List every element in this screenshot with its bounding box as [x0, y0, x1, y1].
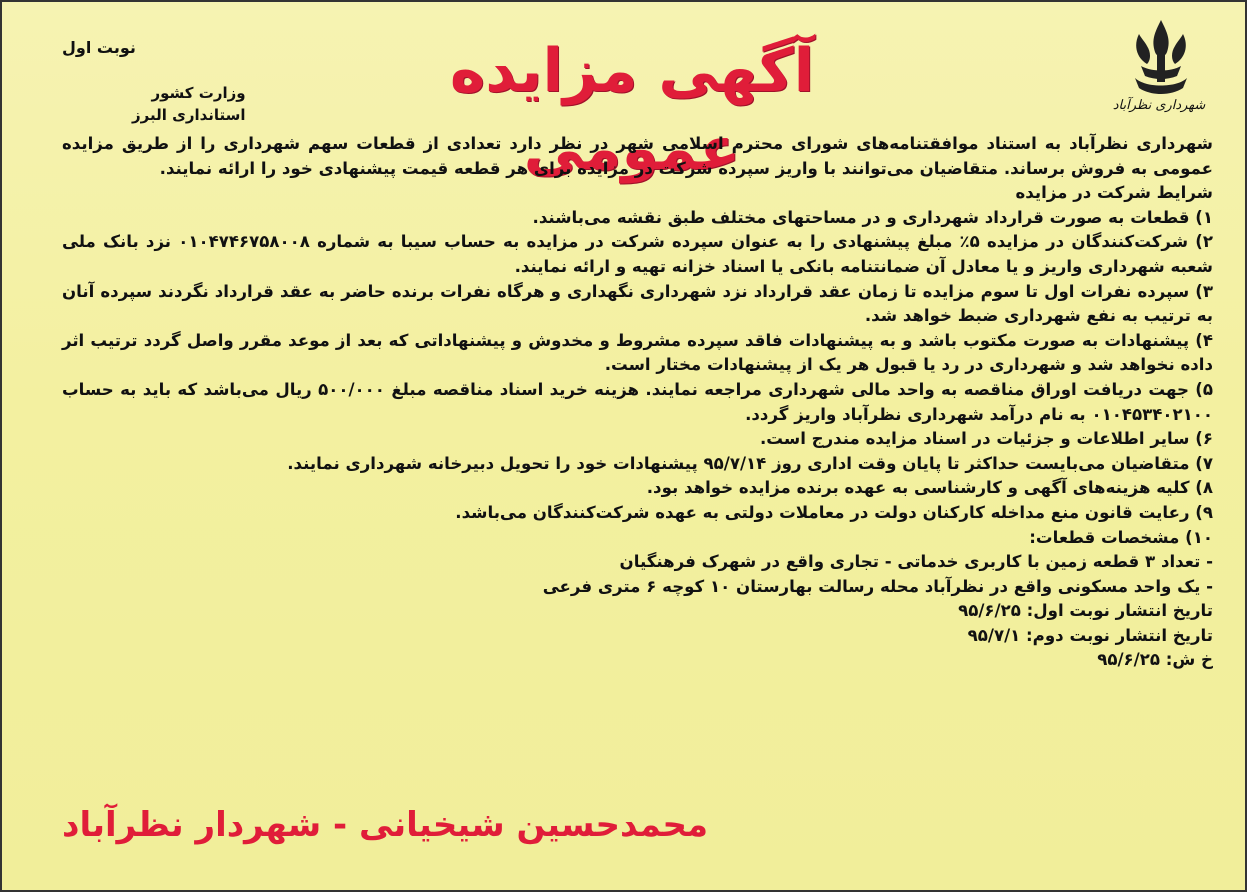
- province-name: استانداری البرز: [132, 106, 246, 124]
- lot-item: - تعداد ۳ قطعه زمین با کاربری خدماتی - تجاری واقع در شهرک فرهنگیان: [619, 552, 1213, 572]
- condition-item: ۱) قطعات به صورت قرارداد شهرداری و در مساحتهای مختلف طبق نقشه می‌باشند.: [532, 207, 1213, 227]
- publish-date-second: تاریخ انتشار نوبت دوم: ۹۵/۷/۱: [967, 625, 1213, 645]
- condition-item: ۲) شرکت‌کنندگان در مزایده ۵٪ مبلغ پیشنهادی را به عنوان سپرده شرکت در مزایده به حساب سیبا به شماره ۰۱۰۴۷۴۶۷۵۸۰۰۸ نزد بانک ملی شعبه شهرداری واریز و یا معادل آن ضمانتنامه بانکی یا اسناد خزانه تهیه و ارائه نمایند.: [62, 232, 1213, 276]
- condition-item: ۶) سایر اطلاعات و جزئیات در اسناد مزایده مندرج است.: [760, 429, 1213, 449]
- publish-date-first: تاریخ انتشار نوبت اول: ۹۵/۶/۲۵: [958, 601, 1213, 621]
- condition-item: ۱۰) مشخصات قطعات:: [1029, 527, 1213, 547]
- ministry-block: [132, 82, 246, 126]
- ministry-name: وزارت کشور: [151, 84, 246, 102]
- condition-item: ۷) متقاضیان می‌بایست حداکثر تا پایان وقت اداری روز ۹۵/۷/۱۴ پیشنهادات خود را تحویل دبیرخانه شهرداری نمایند.: [287, 453, 1213, 473]
- signature: محمدحسین شیخیانی - شهردار نظرآباد: [62, 805, 709, 845]
- registration-date: خ ش: ۹۵/۶/۲۵: [1097, 650, 1213, 670]
- condition-item: ۹) رعایت قانون منع مداخله کارکنان دولت در معاملات دولتی به عهده شرکت‌کنندگان می‌باشد.: [455, 502, 1213, 522]
- lot-item: - یک واحد مسکونی واقع در نظرآباد محله رسالت بهارستان ۱۰ کوچه ۶ متری فرعی: [542, 576, 1213, 596]
- notice-body: [62, 132, 1213, 673]
- publication-turn: نوبت اول: [62, 38, 136, 57]
- conditions-title: شرایط شرکت در مزایده: [1015, 183, 1213, 203]
- condition-item: ۳) سپرده نفرات اول تا سوم مزایده تا زمان عقد قرارداد نزد شهرداری نگهداری و هرگاه نفرات برنده حاضر به عقد قرارداد نگردند سپرده آنان به ترتیب به نفع شهرداری ضبط خواهد شد.: [62, 281, 1213, 326]
- condition-item: ۴) پیشنهادات به صورت مکتوب باشد و به پیشنهادات فاقد سپرده مشروط و مخدوش و پیشنهاداتی که بعد از موعد مقرر واصل گردد ترتیب اثر داده نخواهد شد و شهرداری در رد یا قبول هر یک از پیشنهادات مختار است.: [62, 330, 1213, 375]
- logo-caption: شهرداری نظرآباد: [1112, 98, 1206, 113]
- condition-item: ۸) کلیه هزینه‌های آگهی و کارشناسی به عهده برنده مزایده خواهد بود.: [646, 478, 1213, 498]
- intro-paragraph: شهرداری نظرآباد به استناد موافقتنامه‌های شورای محترم اسلامی شهر در نظر دارد تعدادی از قطعات سهم شهرداری را از طریق مزایده عمومی به فروش برساند. متقاضیان می‌توانند با واریز سپرده شرکت در مزایده برای هر قطعه قیمت پیشنهادی خود را ارائه نمایند.: [62, 134, 1213, 178]
- page-title: آگهی مزایده عمومی: [449, 36, 815, 184]
- condition-item: ۵) جهت دریافت اوراق مناقصه به واحد مالی شهرداری مراجعه نمایند. هزینه خرید اسناد مناقصه مبلغ ۵۰۰/۰۰۰ ریال می‌باشد که باید به حساب ۰۱۰۴۵۳۴۰۲۱۰۰ به نام درآمد شهرداری نظرآباد واریز گردد.: [62, 379, 1213, 424]
